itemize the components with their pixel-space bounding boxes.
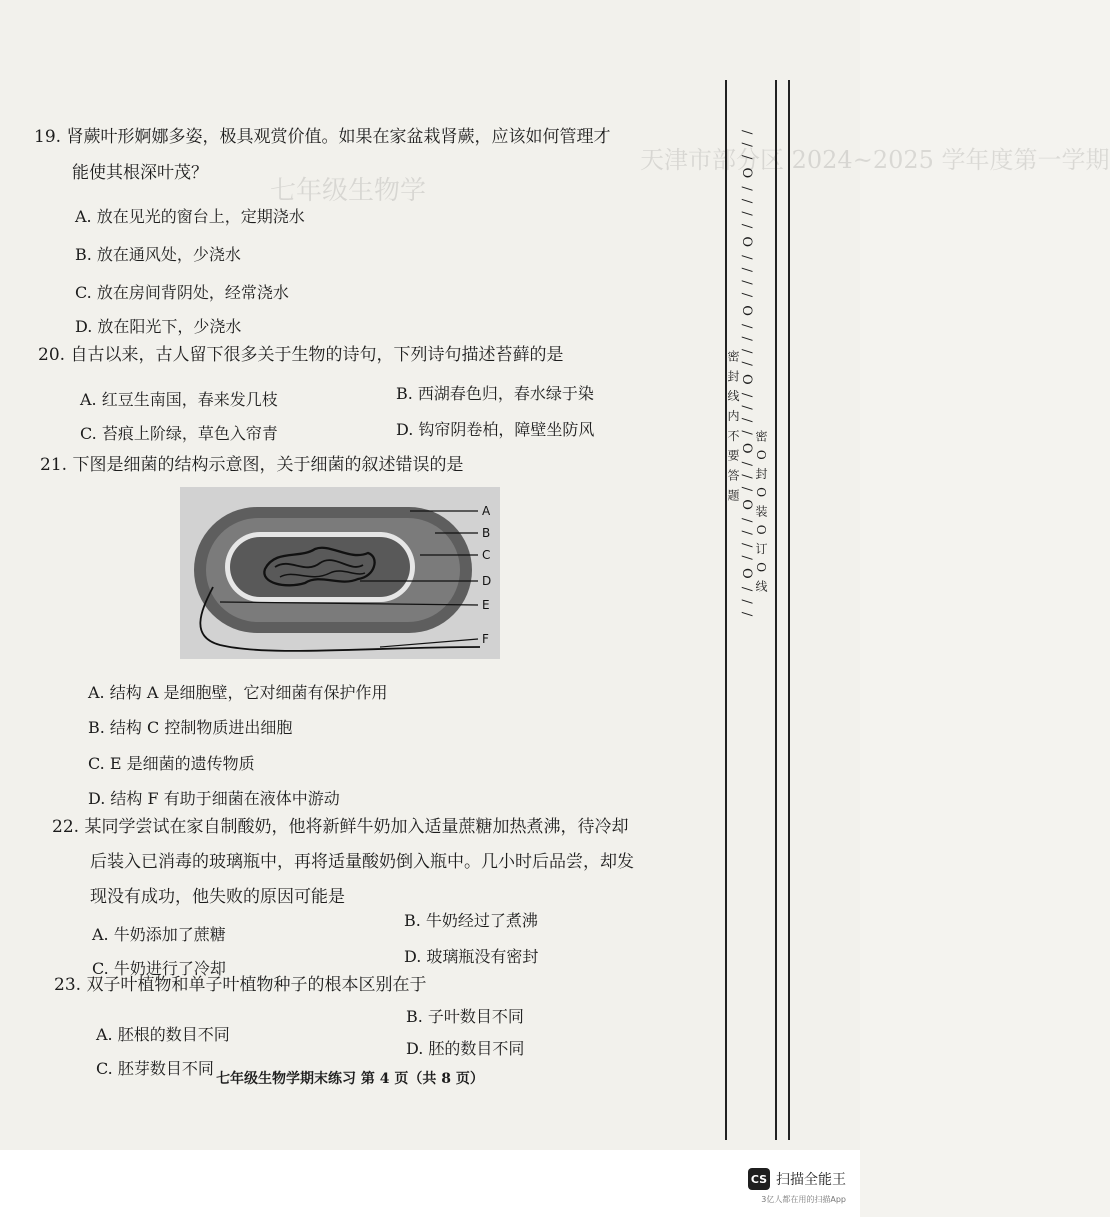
- q22-stem-3: 现没有成功，他失败的原因可能是: [90, 887, 345, 907]
- binding-line: [725, 80, 727, 1140]
- q19-option-a: A. 放在见光的窗台上，定期浇水: [75, 207, 305, 226]
- q22-option-a: A. 牛奶添加了蔗糖: [92, 925, 226, 944]
- q21-option-c: C. E 是细菌的遗传物质: [88, 754, 255, 773]
- cs-logo-icon: CS: [748, 1168, 770, 1190]
- q22-option-c: C. 牛奶进行了冷却: [92, 959, 226, 978]
- logo-tagline: 3亿人都在用的扫描App: [761, 1195, 846, 1204]
- q23-stem: 23. 双子叶植物和单子叶植物种子的根本区别在于: [54, 975, 427, 995]
- logo-name: 扫描全能王: [776, 1172, 846, 1188]
- q21-stem: 21. 下图是细菌的结构示意图，关于细菌的叙述错误的是: [40, 455, 464, 475]
- q20-option-d: D. 钩帘阴卷柏，障壁坐防风: [396, 420, 595, 439]
- q22-stem-2: 后装入已消毒的玻璃瓶中，再将适量酸奶倒入瓶中。几小时后品尝，却发: [90, 852, 634, 872]
- q23-option-b: B. 子叶数目不同: [406, 1007, 524, 1026]
- camscanner-logo: [748, 1168, 846, 1190]
- q21-option-b: B. 结构 C 控制物质进出细胞: [88, 718, 293, 737]
- seal-pattern: 密 O 封 O 装 O 订 O 线: [754, 430, 768, 594]
- q22-option-d: D. 玻璃瓶没有密封: [404, 947, 539, 966]
- q19-stem-2: 能使其根深叶茂？: [72, 163, 208, 183]
- q23-option-d: D. 胚的数目不同: [406, 1039, 525, 1058]
- binding-margin: [705, 70, 860, 1150]
- q22-stem-1: 22. 某同学尝试在家自制酸奶，他将新鲜牛奶加入适量蔗糖加热煮沸，待冷却: [52, 817, 629, 837]
- label-e: E: [482, 598, 490, 612]
- q19-option-d: D. 放在阳光下，少浇水: [75, 317, 242, 336]
- q20-option-a: A. 红豆生南国，春来发几枝: [80, 390, 278, 409]
- q21-option-a: A. 结构 A 是细胞壁，它对细菌有保护作用: [88, 683, 388, 702]
- binding-line: [788, 80, 790, 1140]
- page-footer: 七年级生物学期末练习 第 4 页（共 8 页）: [216, 1071, 484, 1087]
- bacteria-diagram: [180, 487, 500, 659]
- bleed-through: 天津市部分区 2024~2025 学年度第一学期: [640, 146, 1110, 174]
- label-d: D: [482, 574, 492, 588]
- q23-option-c: C. 胚芽数目不同: [96, 1059, 214, 1078]
- label-f: F: [482, 632, 489, 646]
- binding-line: [775, 80, 777, 1140]
- q19-option-b: B. 放在通风处，少浇水: [75, 245, 241, 264]
- q19-stem-1: 19. 肾蕨叶形婀娜多姿，极具观赏价值。如果在家盆栽肾蕨，应该如何管理才: [34, 127, 611, 147]
- seal-text: 密 封 线 内 不 要 答 题: [726, 350, 740, 503]
- q21-option-d: D. 结构 F 有助于细菌在液体中游动: [88, 789, 340, 808]
- q20-stem: 20. 自古以来，古人留下很多关于生物的诗句，下列诗句描述苔藓的是: [38, 345, 564, 365]
- q20-option-c: C. 苔痕上阶绿，草色入帘青: [80, 424, 278, 443]
- q19-option-c: C. 放在房间背阴处，经常浇水: [75, 283, 289, 302]
- bleed-through: 七年级生物学: [270, 176, 427, 206]
- q22-option-b: B. 牛奶经过了煮沸: [404, 911, 538, 930]
- seal-pattern: / / / O / / / / O / / / / O / / / / O / / / / O / / / O / / / / O / / /: [739, 130, 754, 619]
- q23-option-a: A. 胚根的数目不同: [96, 1025, 230, 1044]
- q20-option-b: B. 西湖春色归，春水绿于染: [396, 384, 594, 403]
- label-b: B: [482, 526, 491, 540]
- label-c: C: [482, 548, 491, 562]
- scan-watermark-strip: [0, 1150, 860, 1217]
- label-a: A: [482, 504, 491, 518]
